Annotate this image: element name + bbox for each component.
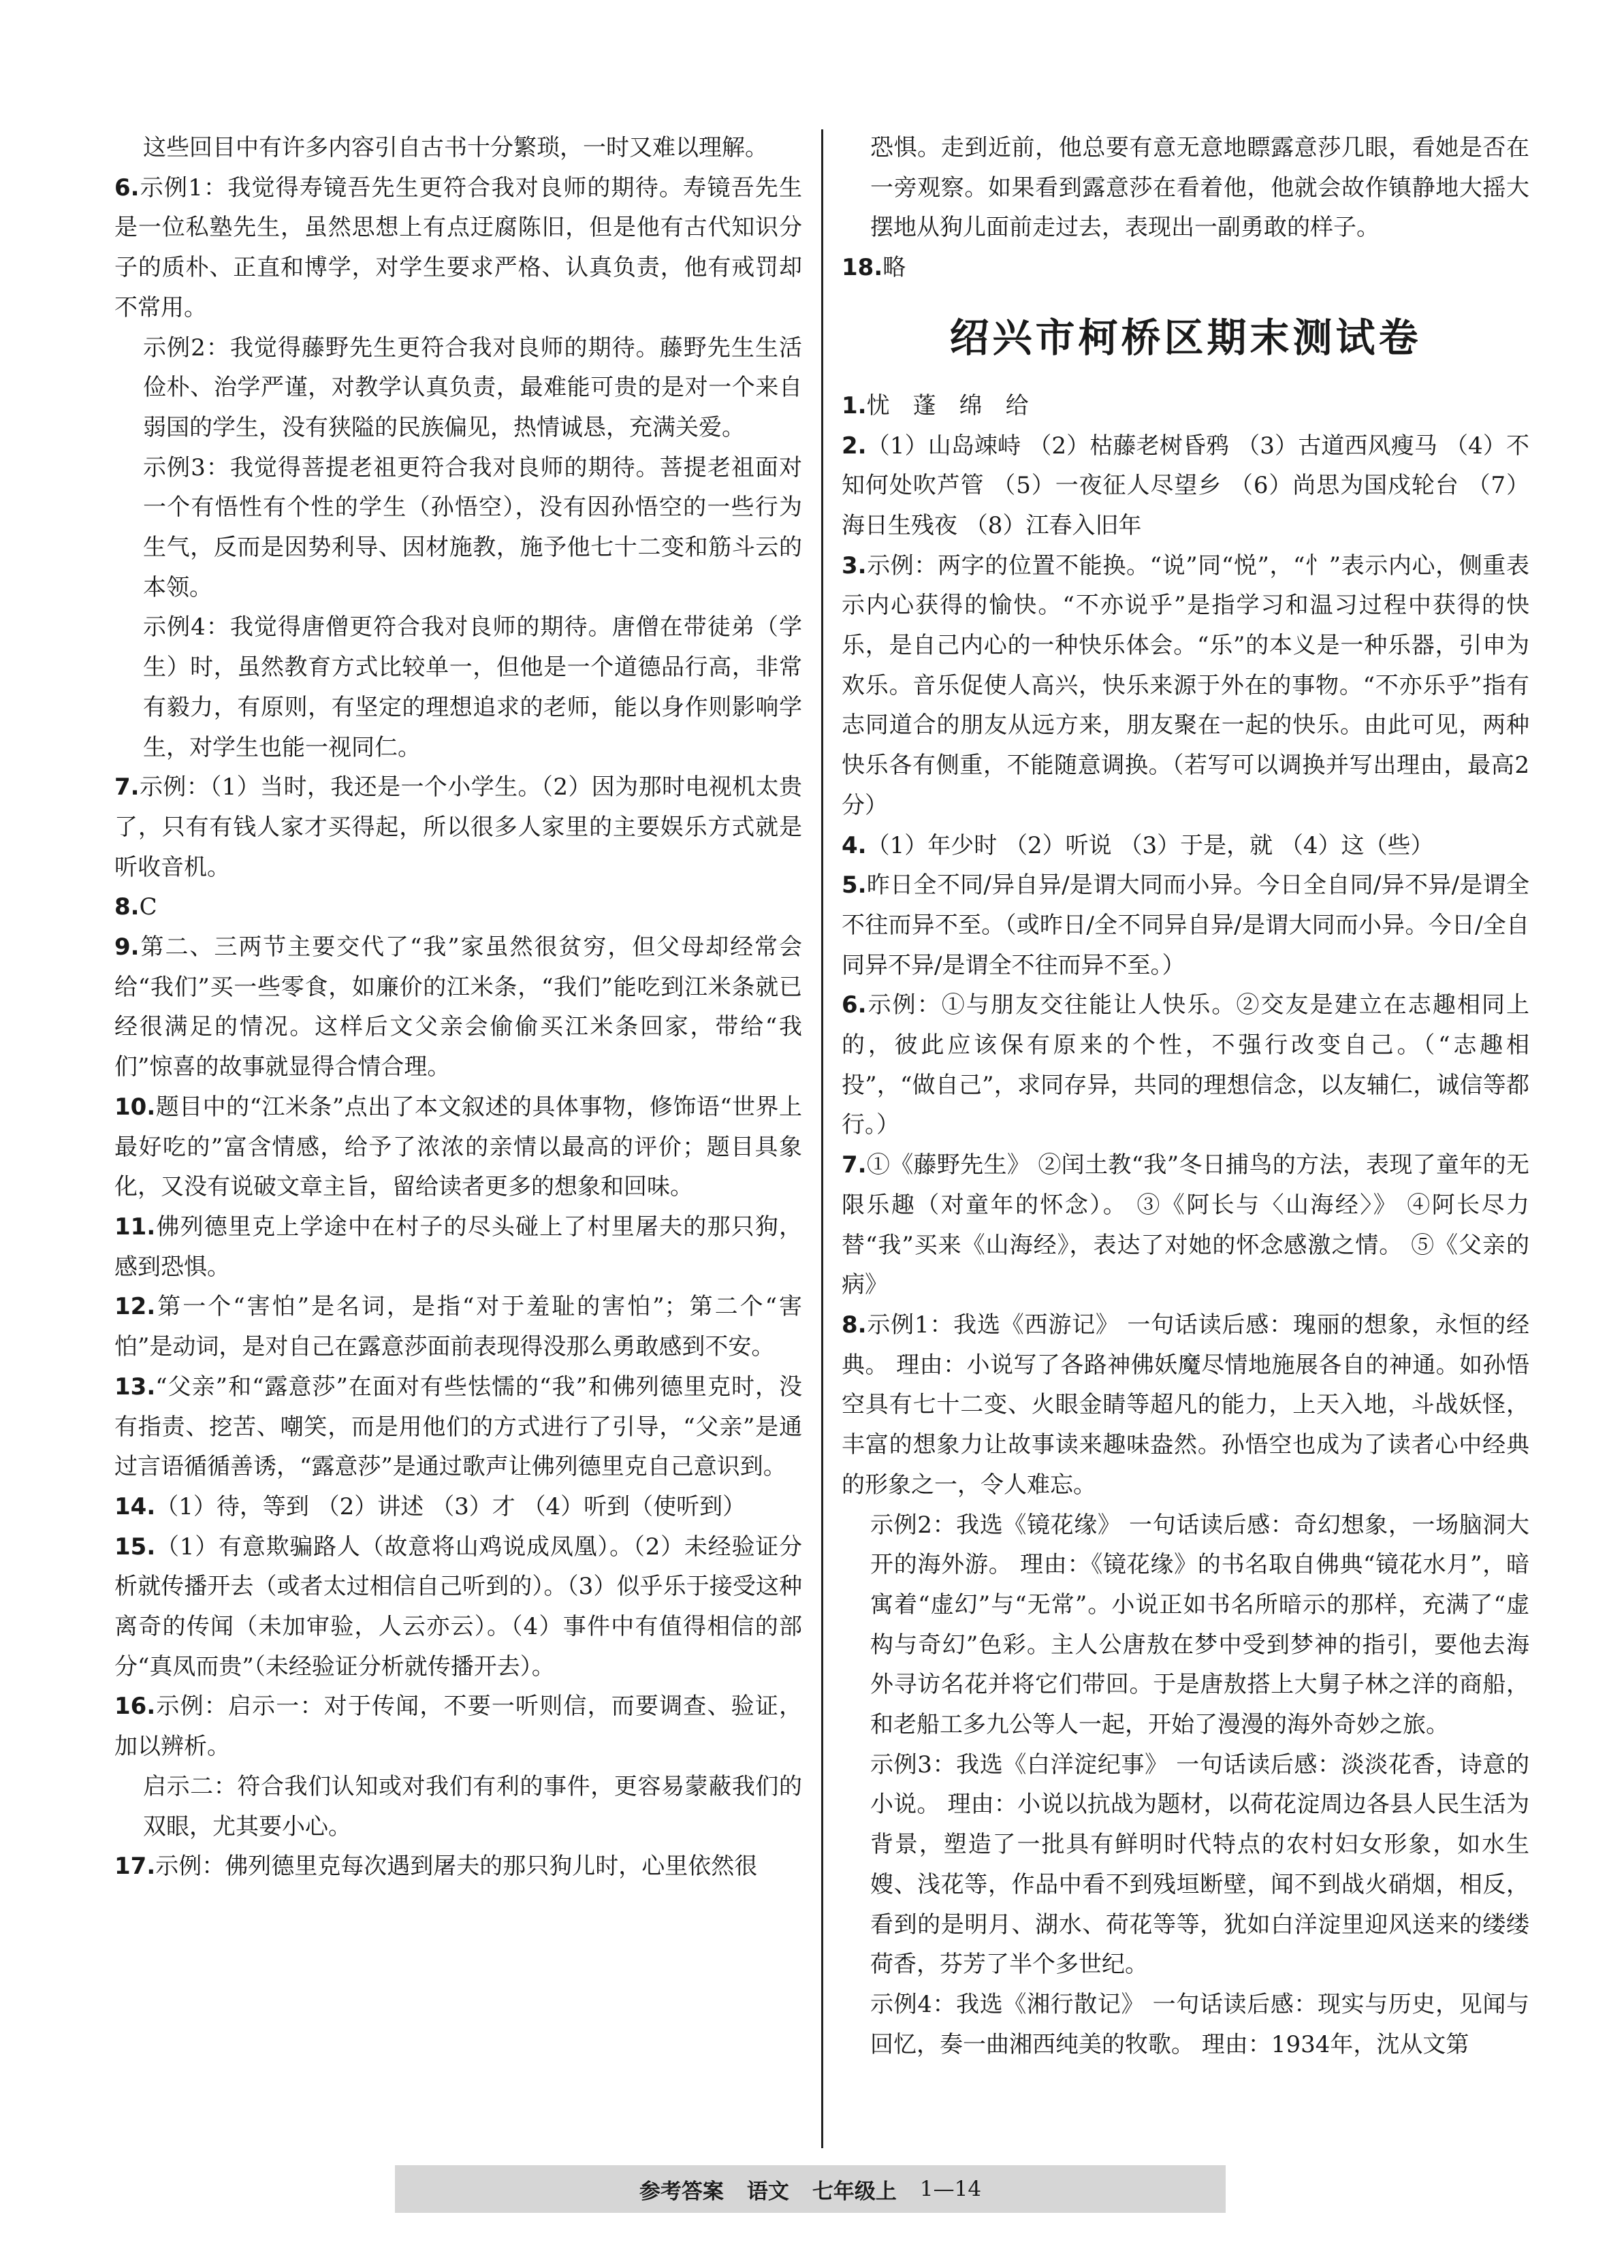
answer-paragraph (114, 328, 802, 448)
answer-paragraph (114, 767, 802, 887)
answer-text: 示例1：我觉得寿镜吾先生更符合我对良师的期待。寿镜吾先生是一位私塾先生，虽然思想上有点迂腐陈旧，但是他有古代知识分子的质朴、正直和博学，对学生要求严格、认真负责，他有戒罚却不常用。 (114, 174, 802, 321)
answer-text: （1）有意欺骗路人（故意将山鸡说成凤凰）。（2）未经验证分析就传播开去（或者太过相信自己听到的）。（3）似乎乐于接受这种离奇的传闻（未加审验，人云亦云）。（4）事件中有值得相信的部分“真凤而贵”（未经验证分析就传播开去）。 (114, 1533, 802, 1680)
answer-text: （1）年少时 （2）听说 （3）于是，就 （4）这（些） (866, 831, 1434, 859)
question-number: 12. (114, 1293, 156, 1321)
answer-paragraph (114, 927, 802, 1087)
answer-text: C (139, 893, 157, 921)
answer-paragraph (114, 607, 802, 767)
answer-text: 示例3：我觉得菩提老祖更符合我对良师的期待。菩提老祖面对一个有悟性有个性的学生（孙悟空），没有因孙悟空的一些行为生气，反而是因势利导、因材施教，施予他七十二变和筋斗云的本领。 (143, 453, 802, 601)
answer-text: “父亲”和“露意莎”在面对有些怯懦的“我”和佛列德里克时，没有指责、挖苦、嘲笑，而是用他们的方式进行了引导，“父亲”是通过言语循循善诱，“露意莎”是通过歌声让佛列德里克自己意识到。 (114, 1373, 802, 1481)
answer-paragraph (114, 1207, 802, 1287)
question-number: 18. (842, 254, 883, 282)
section-title: 绍兴市柯桥区期末测试卷 (949, 314, 1422, 361)
question-number: 10. (114, 1093, 156, 1121)
answer-paragraph (114, 1687, 802, 1766)
answer-paragraph (114, 448, 802, 608)
answer-paragraph (842, 865, 1529, 985)
answer-text: 佛列德里克上学途中在村子的尽头碰上了村里屠夫的那只狗，感到恐惧。 (114, 1213, 802, 1281)
answer-paragraph (114, 887, 802, 927)
answer-text: 示例4：我觉得唐僧更符合我对良师的期待。唐僧在带徒弟（学生）时，虽然教育方式比较单一，但他是一个道德品行高，非常有毅力，有原则，有坚定的理想追求的老师，能以身作则影响学生，对学生也能一视同仁。 (143, 613, 802, 761)
question-number: 16. (114, 1693, 156, 1721)
answer-paragraph (114, 1367, 802, 1487)
answer-paragraph (114, 1087, 802, 1207)
answer-text: 昨日全不同/异自异/是谓大同而小异。今日全自同/异不异/是谓全不往而异不至。（或昨日/全不同异自异/是谓大同而小异。今日/全自同异不异/是谓全不往而异不至。） (842, 872, 1529, 979)
answer-paragraph (842, 1145, 1529, 1305)
question-number: 5. (842, 872, 867, 899)
question-number: 2. (842, 432, 867, 460)
answer-paragraph (842, 128, 1529, 248)
right-column (842, 128, 1529, 2064)
question-number: 17. (114, 1853, 156, 1881)
column-divider (821, 129, 823, 2148)
answer-text: 示例1：我选《西游记》 一句话读后感：瑰丽的想象，永恒的经典。 理由：小说写了各路神佛妖魔尽情地施展各自的神通。如孙悟空具有七十二变、火眼金睛等超凡的能力，上天入地，斗战妖怪，丰富的想象力让故事读来趣味盎然。孙悟空也成为了读者心中经典的形象之一，令人难忘。 (842, 1311, 1529, 1499)
answer-text: ①《藤野先生》 ②闰土教“我”冬日捕鸟的方法，表现了童年的无限乐趣（对童年的怀念）。 ③《阿长与〈山海经〉》 ④阿长尽力替“我”买来《山海经》，表达了对她的怀念感激之情。 ⑤《父亲的病》 (842, 1151, 1529, 1299)
answer-paragraph (114, 1287, 802, 1367)
answer-paragraph (842, 985, 1529, 1145)
answer-text: 示例：启示一：对于传闻，不要一听则信，而要调查、验证，加以辨析。 (114, 1693, 802, 1761)
question-number: 6. (114, 174, 140, 202)
answer-text: 题目中的“江米条”点出了本文叙述的具体事物，修饰语“世界上最好吃的”富含情感，给予了浓浓的亲情以最高的评价；题目具象化，又没有说破文章主旨，留给读者更多的想象和回味。 (114, 1093, 802, 1201)
answer-text: 示例：两字的位置不能换。“说”同“悦”，“忄”表示内心，侧重表示内心获得的愉快。“不亦说乎”是指学习和温习过程中获得的快乐，是自己内心的一种快乐体会。“乐”的本义是一种乐器，引申为欢乐。音乐促使人高兴，快乐来源于外在的事物。“不亦乐乎”指有志同道合的朋友从远方来，朋友聚在一起的快乐。由此可见，两种快乐各有侧重，不能随意调换。（若写可以调换并写出理由，最高2分） (842, 552, 1529, 819)
answer-paragraph (114, 1487, 802, 1527)
right-top-answers (842, 128, 1529, 288)
answer-paragraph (842, 1305, 1529, 1505)
question-number: 9. (114, 933, 140, 961)
question-number: 7. (842, 1151, 867, 1179)
answer-text: 示例：（1）当时，我还是一个小学生。（2）因为那时电视机太贵了，只有有钱人家才买得起，所以很多人家里的主要娱乐方式就是听收音机。 (114, 773, 802, 881)
answer-paragraph (842, 1505, 1529, 1745)
question-number: 11. (114, 1213, 156, 1241)
answer-text: 示例4：我选《湘行散记》 一句话读后感：现实与历史，见闻与回忆，奏一曲湘西纯美的牧歌。 理由：1934年，沈从文第 (870, 1990, 1529, 2058)
answer-text: 示例3：我选《白洋淀纪事》 一句话读后感：淡淡花香，诗意的小说。 理由：小说以抗战为题材，以荷花淀周边各县人民生活为背景，塑造了一批具有鲜明时代特点的农村妇女形象，如水生嫂、浅花等，作品中看不到残垣断壁，闻不到战火硝烟，相反，看到的是明月、湖水、荷花等等，犹如白洋淀里迎风送来的缕缕荷香，芬芳了半个多世纪。 (870, 1751, 1529, 1979)
answer-text: 示例2：我觉得藤野先生更符合我对良师的期待。藤野先生生活俭朴、治学严谨，对教学认真负责，最难能可贵的是对一个来自弱国的学生，没有狭隘的民族偏见，热情诚恳，充满关爱。 (143, 334, 802, 441)
question-number: 7. (114, 773, 140, 801)
answer-text: 第一个“害怕”是名词，是指“对于羞耻的害怕”；第二个“害怕”是动词，是对自己在露意莎面前表现得没那么勇敢感到不安。 (114, 1293, 802, 1361)
answer-text: （1）待，等到 （2）讲述 （3）才 （4）听到（使听到） (155, 1492, 746, 1520)
question-number: 1. (842, 392, 867, 419)
answer-paragraph (842, 386, 1529, 426)
answer-paragraph (842, 1985, 1529, 2064)
question-number: 8. (114, 893, 140, 921)
answer-text: 恐惧。走到近前，他总要有意无意地瞟露意莎几眼，看她是否在一旁观察。如果看到露意莎在看着他，他就会故作镇静地大摇大摆地从狗儿面前走过去，表现出一副勇敢的样子。 (870, 134, 1529, 242)
answer-text: 略 (882, 254, 906, 282)
answer-text: 第二、三两节主要交代了“我”家虽然很贫穷，但父母却经常会给“我们”买一些零食，如廉价的江米条，“我们”能吃到江米条就已经很满足的情况。这样后文父亲会偷偷买江米条回家，带给“我们”惊喜的故事就显得合情合理。 (114, 933, 802, 1081)
answer-paragraph (842, 426, 1529, 546)
answer-text: 示例2：我选《镜花缘》 一句话读后感：奇幻想象，一场脑洞大开的海外游。 理由：《镜花缘》的书名取自佛典“镜花水月”，暗寓着“虚幻”与“无常”。小说正如书名所暗示的那样，充满了“虚构与奇幻”色彩。主人公唐敖在梦中受到梦神的指引，要他去海外寻访名花并将它们带回。于是唐敖搭上大舅子林之洋的商船，和老船工多九公等人一起，开始了漫漫的海外奇妙之旅。 (870, 1511, 1529, 1739)
footer-label: 参考答案 (639, 2179, 724, 2204)
question-number: 6. (842, 991, 867, 1019)
answer-text: （1）山岛竦峙 （2）枯藤老树昏鸦 （3）古道西风瘦马 （4）不知何处吹芦管 （5）一夜征人尽望乡 （6）尚思为国戍轮台 （7）海日生残夜 （8）江春入旧年 (842, 432, 1529, 539)
question-number: 4. (842, 831, 867, 859)
answer-paragraph (842, 248, 1529, 288)
answer-paragraph (114, 1847, 802, 1887)
footer-page-number: 1—14 (919, 2177, 982, 2201)
footer-grade: 七年级上 (812, 2179, 897, 2204)
question-number: 14. (114, 1492, 156, 1520)
answer-paragraph (842, 826, 1529, 866)
answer-paragraph (114, 1767, 802, 1847)
answer-paragraph (842, 546, 1529, 826)
answer-text: 示例：佛列德里克每次遇到屠夫的那只狗儿时，心里依然很 (155, 1853, 758, 1881)
question-number: 15. (114, 1533, 156, 1561)
question-number: 3. (842, 552, 867, 579)
answer-paragraph (114, 128, 802, 168)
answer-paragraph (842, 1745, 1529, 1985)
question-number: 13. (114, 1373, 156, 1401)
question-number: 8. (842, 1311, 867, 1339)
answer-paragraph (114, 168, 802, 328)
answer-text: 示例：①与朋友交往能让人快乐。②交友是建立在志趣相同上的，彼此应该保有原来的个性，不强行改变自己。（“志趣相投”，“做自己”，求同存异，共同的理想信念，以友辅仁，诚信等都行。） (842, 991, 1529, 1139)
answer-paragraph (114, 1527, 802, 1687)
footer-subject: 语文 (746, 2179, 789, 2204)
answer-text: 这些回目中有许多内容引自古书十分繁琐，一时又难以理解。 (143, 134, 768, 161)
answer-text: 启示二：符合我们认知或对我们有利的事件，更容易蒙蔽我们的双眼，尤其要小心。 (143, 1772, 802, 1840)
left-column (114, 128, 802, 1887)
answer-text: 忧 蓬 绵 给 (866, 392, 1029, 419)
page-footer (395, 2165, 1226, 2213)
right-answers (842, 386, 1529, 2065)
